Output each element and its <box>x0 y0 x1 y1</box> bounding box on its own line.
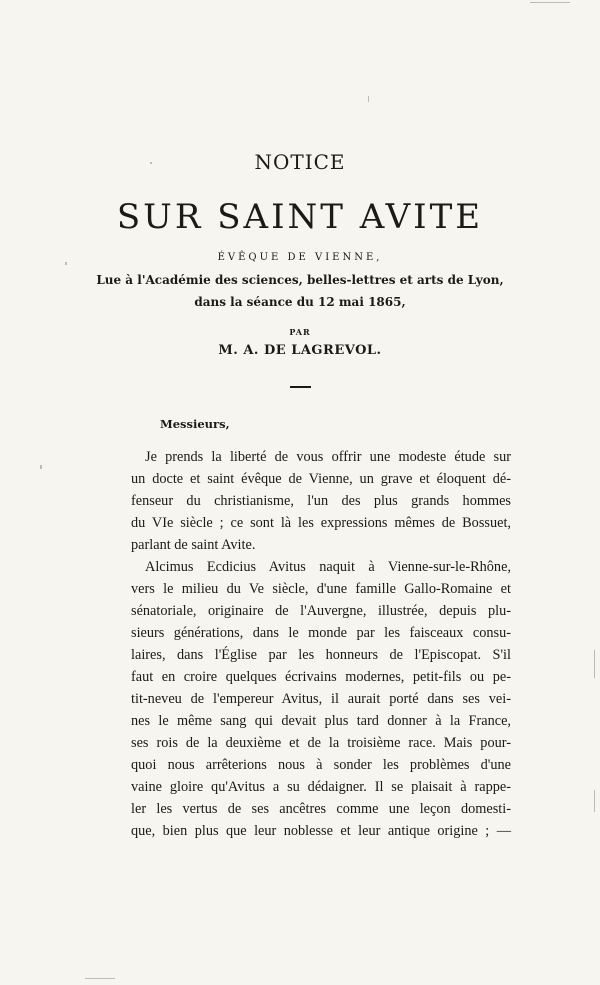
text-line: tit-neveu de l'empereur Avitus, il aurait porté dans ses vei- <box>131 691 511 707</box>
scan-speck <box>368 96 369 102</box>
page-title: SUR SAINT AVITE <box>116 197 484 237</box>
text-line: vaine gloire qu'Avitus a su dédaigner. Il se plaisait à rappe- <box>131 779 511 795</box>
by-label: PAR <box>289 327 311 337</box>
text-line: fenseur du christianisme, l'un des plus grands hommes <box>131 493 511 509</box>
text-line: nes le même sang qui devait plus tard donner à la France, <box>131 713 511 729</box>
scan-speck <box>65 262 67 265</box>
text-line: laires, dans l'Église par les honneurs de l'Episcopat. S'il <box>131 647 511 663</box>
scan-edge-mark <box>85 978 115 979</box>
text-line: que, bien plus que leur noblesse et leur antique origine ; — <box>131 823 511 839</box>
scan-edge-mark <box>594 650 595 678</box>
notice-heading: NOTICE <box>254 150 346 174</box>
text-line: sieurs générations, dans le monde par les faisceaux consu- <box>131 625 511 641</box>
section-divider <box>290 386 311 388</box>
scan-edge-mark <box>530 2 570 3</box>
scan-speck <box>40 465 42 469</box>
text-line: un docte et saint évêque de Vienne, un grave et éloquent dé- <box>131 471 511 487</box>
reading-note-line-1: Lue à l'Académie des sciences, belles-lettres et arts de Lyon, <box>96 273 504 287</box>
scan-speck <box>150 162 152 164</box>
text-line: ler les vertus de ses ancêtres comme une leçon domesti- <box>131 801 511 817</box>
scan-edge-mark <box>594 790 595 812</box>
text-line: Je prends la liberté de vous offrir une modeste étude sur <box>145 449 511 465</box>
text-line: vers le milieu du Ve siècle, d'une famille Gallo-Romaine et <box>131 581 511 597</box>
text-line: faut en croire quelques écrivains modernes, petit-fils ou pe- <box>131 669 511 685</box>
author-name: M. A. DE LAGREVOL. <box>218 343 382 358</box>
text-line: Alcimus Ecdicius Avitus naquit à Vienne-sur-le-Rhône, <box>145 559 511 575</box>
body-text <box>131 446 511 842</box>
salutation: Messieurs, <box>160 417 230 431</box>
text-line: parlant de saint Avite. <box>131 537 256 553</box>
text-line: du VIe siècle ; ce sont là les expressions mêmes de Bossuet, <box>131 515 511 531</box>
text-line: ses rois de la deuxième et de la troisième race. Mais pour- <box>131 735 511 751</box>
reading-note-line-2: dans la séance du 12 mai 1865, <box>194 295 406 309</box>
text-line: quoi nous arrêterions nous à sonder les problèmes d'une <box>131 757 511 773</box>
subtitle: ÉVÊQUE DE VIENNE, <box>217 252 383 263</box>
text-line: sénatoriale, originaire de l'Auvergne, illustrée, depuis plu- <box>131 603 511 619</box>
